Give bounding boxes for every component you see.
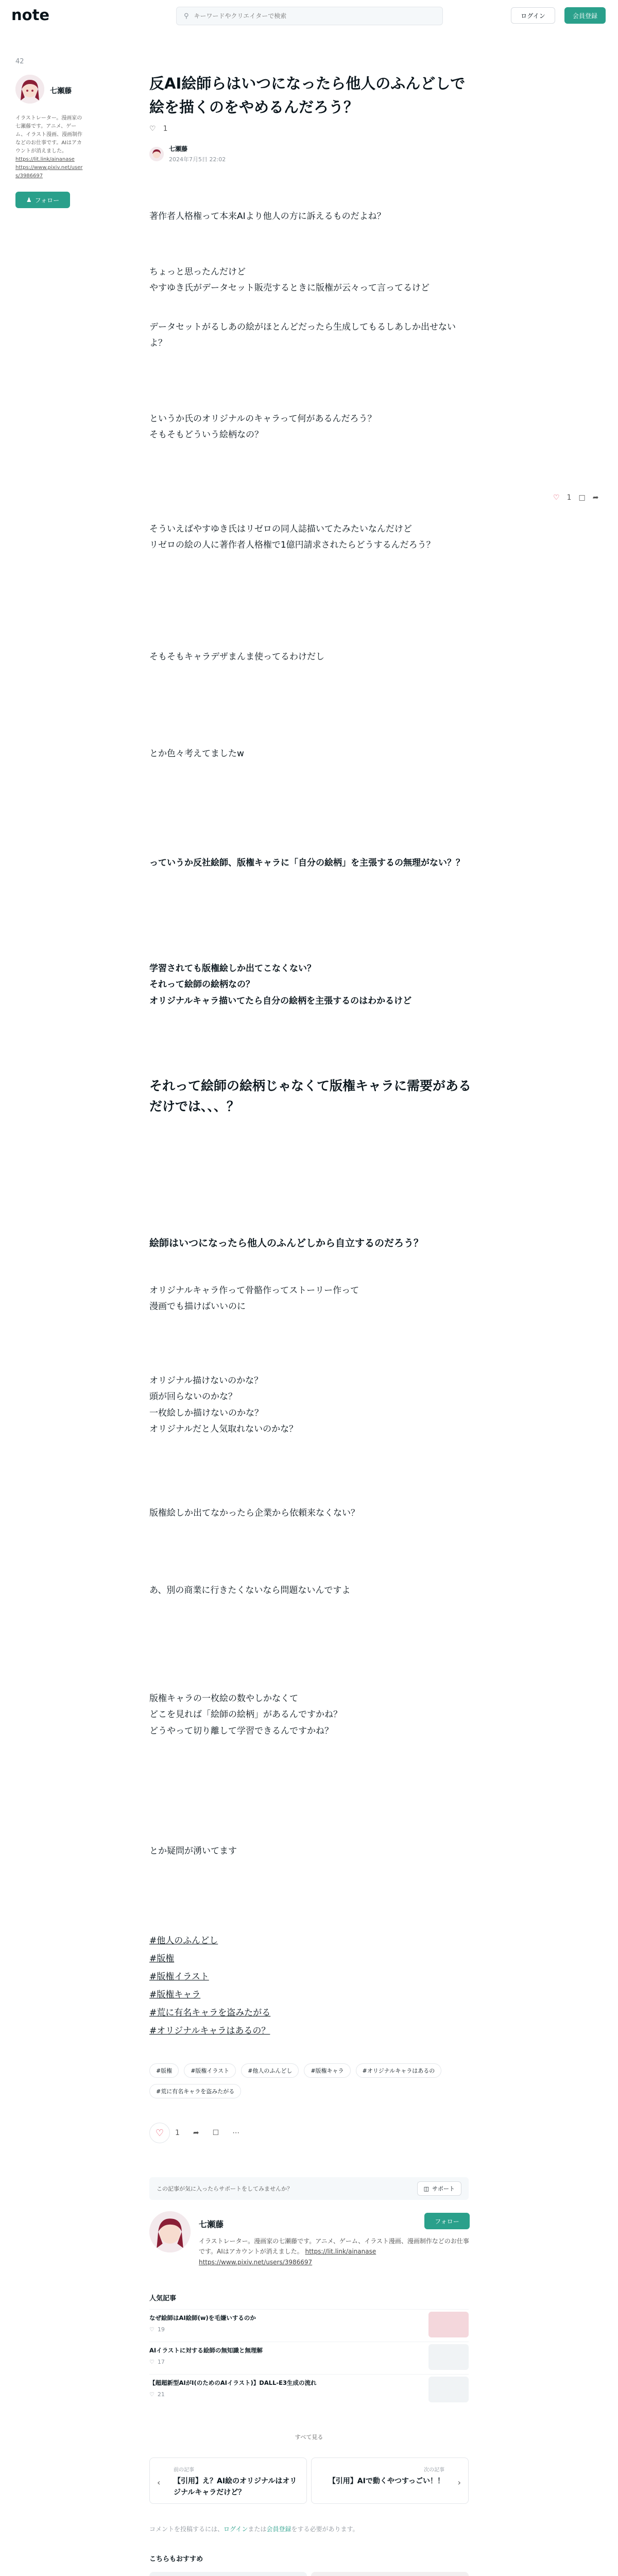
paragraph-bold: 学習されても版権絵しか出てこなくない？ それって絵師の絵柄なの？ オリジナルキャラ描いてたら自分の絵柄を主張するのはわかるけど: [149, 963, 412, 1006]
comment-notice: [149, 2524, 359, 2533]
paragraph: あ、別の商業に行きたくないなら問題ないんですよ: [149, 1585, 351, 1596]
publish-date: 2024年7月5日 22:02: [169, 156, 226, 163]
sidebar-author-name[interactable]: 七瀬藤: [50, 87, 72, 95]
paragraph: オリジナルキャラ作って骨骼作ってストーリー作って 漫画でも描けばいいのに: [149, 1285, 359, 1312]
hashtag-link[interactable]: #他人のふんどし: [149, 1936, 218, 1946]
popular-item-likes: [149, 2359, 165, 2365]
popular-like-count: 21: [157, 2391, 165, 2398]
paragraph: ちょっと思ったんだけど やすゆき氏がデータセット販売するときに版権が云々って言ってるけど: [149, 267, 430, 294]
comment-text: をする必要があります。: [291, 2526, 359, 2533]
recommended-thumbnail: [311, 2572, 469, 2576]
paragraph: データセットがるしあの絵がほとんどだったら生成してもるしあしか出せないよ？: [149, 322, 456, 349]
bookmark-icon[interactable]: □: [578, 494, 586, 502]
tag-chip[interactable]: #オリジナルキャラはあるの: [356, 2063, 442, 2078]
support-button[interactable]: [417, 2181, 461, 2196]
popular-item-thumbnail: [428, 2377, 469, 2402]
section-subheading: 絵師はいつになったら他人のふんどしから自立するのだろう？: [149, 1238, 424, 1249]
prev-title: 【引用】え？AI絵のオリジナルはオリジナルキャラだけど？: [174, 2477, 297, 2497]
popular-item[interactable]: [149, 2342, 469, 2371]
note-logo[interactable]: note: [11, 6, 50, 24]
paragraph: そういえばやすゆき氏はリゼロの同人誌描いてたみたいなんだけど リゼロの絵の人に著作者人格権で1億円請求されたらどうするんだろう？: [149, 524, 435, 551]
search-input[interactable]: [194, 12, 410, 20]
popular-item[interactable]: [149, 2309, 469, 2339]
support-box: [149, 2177, 469, 2200]
article-actions: [149, 2123, 239, 2143]
see-all-button[interactable]: すべて見る: [295, 2434, 323, 2441]
popular-item-likes: [149, 2391, 165, 2398]
tag-chips: [149, 2063, 458, 2098]
comment-icon[interactable]: ☐: [212, 2129, 219, 2137]
popular-item[interactable]: [149, 2374, 469, 2404]
tag-chip[interactable]: #版権キャラ: [304, 2063, 350, 2078]
next-label: 次の記事: [424, 2467, 444, 2473]
hashtag-list: [149, 1932, 270, 2040]
heart-icon: ♡: [149, 2391, 154, 2398]
sidebar-follow-button[interactable]: [15, 192, 70, 208]
like-button[interactable]: ♡: [149, 2123, 170, 2143]
comment-text: コメントを投稿するには、: [149, 2526, 224, 2533]
chevron-right-icon: ›: [457, 2478, 461, 2487]
comment-signup-link[interactable]: 会員登録: [266, 2526, 291, 2533]
sidebar-count: 42: [15, 58, 24, 65]
comment-login-link[interactable]: ログイン: [224, 2526, 248, 2533]
sidebar-bio-text: イラストレーター。漫画家の七瀬藤です。アニメ、ゲーム、イラスト漫画、漫画制作などのお仕事です。AIはアカウントが消えました。: [15, 115, 82, 154]
next-title: 【引用】AIで動くやつすっごい！！: [328, 2477, 444, 2485]
search-box[interactable]: [176, 7, 443, 25]
support-text: この記事が気に入ったらサポートをしてみませんか？: [157, 2185, 293, 2192]
popular-like-count: 19: [157, 2326, 165, 2333]
search-icon: ⚲: [184, 12, 189, 20]
tag-chip[interactable]: #荒に有名キャラを盗みたがる: [149, 2084, 241, 2098]
heart-icon: ♡: [149, 2326, 154, 2333]
popular-item-title[interactable]: なぜ絵師はAI絵師(w)を毛嫌いするのか: [149, 2314, 256, 2321]
popular-heading: 人気記事: [149, 2295, 177, 2302]
author-card-link-pixiv[interactable]: https://www.pixiv.net/users/3986697: [199, 2258, 313, 2266]
author-card-bio-text: イラストレーター。漫画家の七瀬藤です。アニメ、ゲーム、イラスト漫画、漫画制作などのお仕事です。AIはアカウントが消えました。: [199, 2238, 469, 2256]
sidebar-bio: [15, 114, 85, 180]
author-avatar[interactable]: [149, 147, 164, 161]
gift-icon: ◫: [423, 2185, 429, 2192]
article-title: 反AI絵師らはいつになったら他人のふんどしで絵を描くのをやめるんだろう？: [149, 75, 466, 116]
prev-article-link[interactable]: [149, 2458, 307, 2504]
paragraph: というか氏のオリジナルのキャラって何があるんだろう？ そもそもどういう絵柄なの？: [149, 414, 376, 440]
like-count: 1: [566, 494, 572, 502]
hashtag-link[interactable]: #荒に有名キャラを盗みたがる: [149, 2008, 271, 2018]
paragraph-bold: っていうか反社絵師、版権キャラに「自分の絵柄」を主張するの無理がない？？: [149, 858, 465, 868]
share-icon[interactable]: ➦: [592, 494, 599, 502]
recommended-card[interactable]: [311, 2572, 469, 2576]
hashtag-link[interactable]: #オリジナルキャラはあるの？: [149, 2026, 270, 2036]
paragraph: 著作者人格権って本来AIより他人の方に訴えるものだよね？: [149, 211, 386, 222]
recommended-heading: こちらもおすすめ: [149, 2555, 203, 2563]
sidebar-avatar[interactable]: [15, 75, 44, 104]
hashtag-link[interactable]: #版権イラスト: [149, 1972, 209, 1982]
author-card-follow-button[interactable]: フォロー: [424, 2213, 470, 2229]
author-row: [149, 144, 226, 163]
heart-icon: ♡: [149, 2359, 154, 2365]
paragraph: とか疑問が湧いてます: [149, 1846, 237, 1856]
signup-button[interactable]: 会員登録: [564, 7, 606, 24]
tag-chip[interactable]: #版権: [149, 2063, 179, 2078]
site-header: [0, 0, 618, 30]
heart-icon[interactable]: ♡: [149, 125, 156, 133]
popular-like-count: 17: [157, 2359, 165, 2365]
login-button[interactable]: ログイン: [511, 7, 555, 24]
popular-item-title[interactable]: 【超超新型AIがI(のためのAIイラスト)】DALL-E3生成の流れ: [149, 2379, 317, 2386]
like-count: 1: [163, 125, 168, 133]
sidebar-link-litlink[interactable]: https://lit.link/ainanase: [15, 157, 75, 162]
paragraph: そもそもキャラデザまんま使ってるわけだし: [149, 652, 324, 662]
paragraph: 版権キャラの一枚絵の数やしかなくて どこを見れば「絵師の絵柄」があるんですかね？ どうやって切り離して学習できるんですかね？: [149, 1693, 342, 1736]
paragraph: とか色々考えてましたw: [149, 749, 244, 759]
popular-item-likes: [149, 2326, 165, 2333]
next-article-link[interactable]: [311, 2458, 469, 2504]
recommended-thumbnail: [149, 2572, 307, 2576]
recommended-card[interactable]: [149, 2572, 307, 2576]
chevron-left-icon: ‹: [157, 2478, 161, 2487]
sidebar-follow-label: フォロー: [35, 196, 60, 204]
comment-text: または: [248, 2526, 267, 2533]
popular-item-thumbnail: [428, 2344, 469, 2370]
heart-icon[interactable]: ♡: [553, 494, 560, 502]
hashtag-link[interactable]: #版権キャラ: [149, 1990, 201, 2000]
paragraph: 版権絵しか出てなかったら企業から依頼来なくない？: [149, 1508, 359, 1518]
more-icon[interactable]: ⋯: [232, 2129, 240, 2137]
support-button-label: サポート: [432, 2185, 455, 2192]
popular-item-thumbnail: [428, 2312, 469, 2337]
section-heading: それって絵師の絵柄じゃなくて版権キャラに需要があるだけでは、、、？: [149, 1078, 472, 1114]
author-card-bio: [199, 2236, 469, 2267]
popular-item-title[interactable]: AIイラストに対する絵師の無知識と無理解: [149, 2347, 263, 2354]
tag-chip[interactable]: #他人のふんどし: [241, 2063, 299, 2078]
hashtag-link[interactable]: #版権: [149, 1954, 175, 1964]
floating-actions: [553, 494, 598, 502]
title-like-row: [149, 125, 167, 133]
tag-chip[interactable]: #版権イラスト: [184, 2063, 236, 2078]
like-count: 1: [175, 2129, 180, 2137]
sidebar-link-pixiv[interactable]: https://www.pixiv.net/users/3986697: [15, 165, 83, 179]
prev-label: 前の記事: [174, 2467, 194, 2473]
person-plus-icon: ♟: [26, 196, 32, 204]
author-card-link-litlink[interactable]: https://lit.link/ainanase: [305, 2248, 376, 2256]
author-name[interactable]: 七瀬藤: [169, 145, 188, 152]
share-icon[interactable]: ➦: [193, 2129, 199, 2137]
author-card-avatar[interactable]: [149, 2211, 191, 2252]
paragraph: オリジナル描けないのかな？ 頭が回らないのかな？ 一枚絵しか描けないのかな？ オリジナルだと人気取れないのかな？: [149, 1376, 298, 1435]
author-card-name[interactable]: 七瀬藤: [199, 2219, 224, 2229]
